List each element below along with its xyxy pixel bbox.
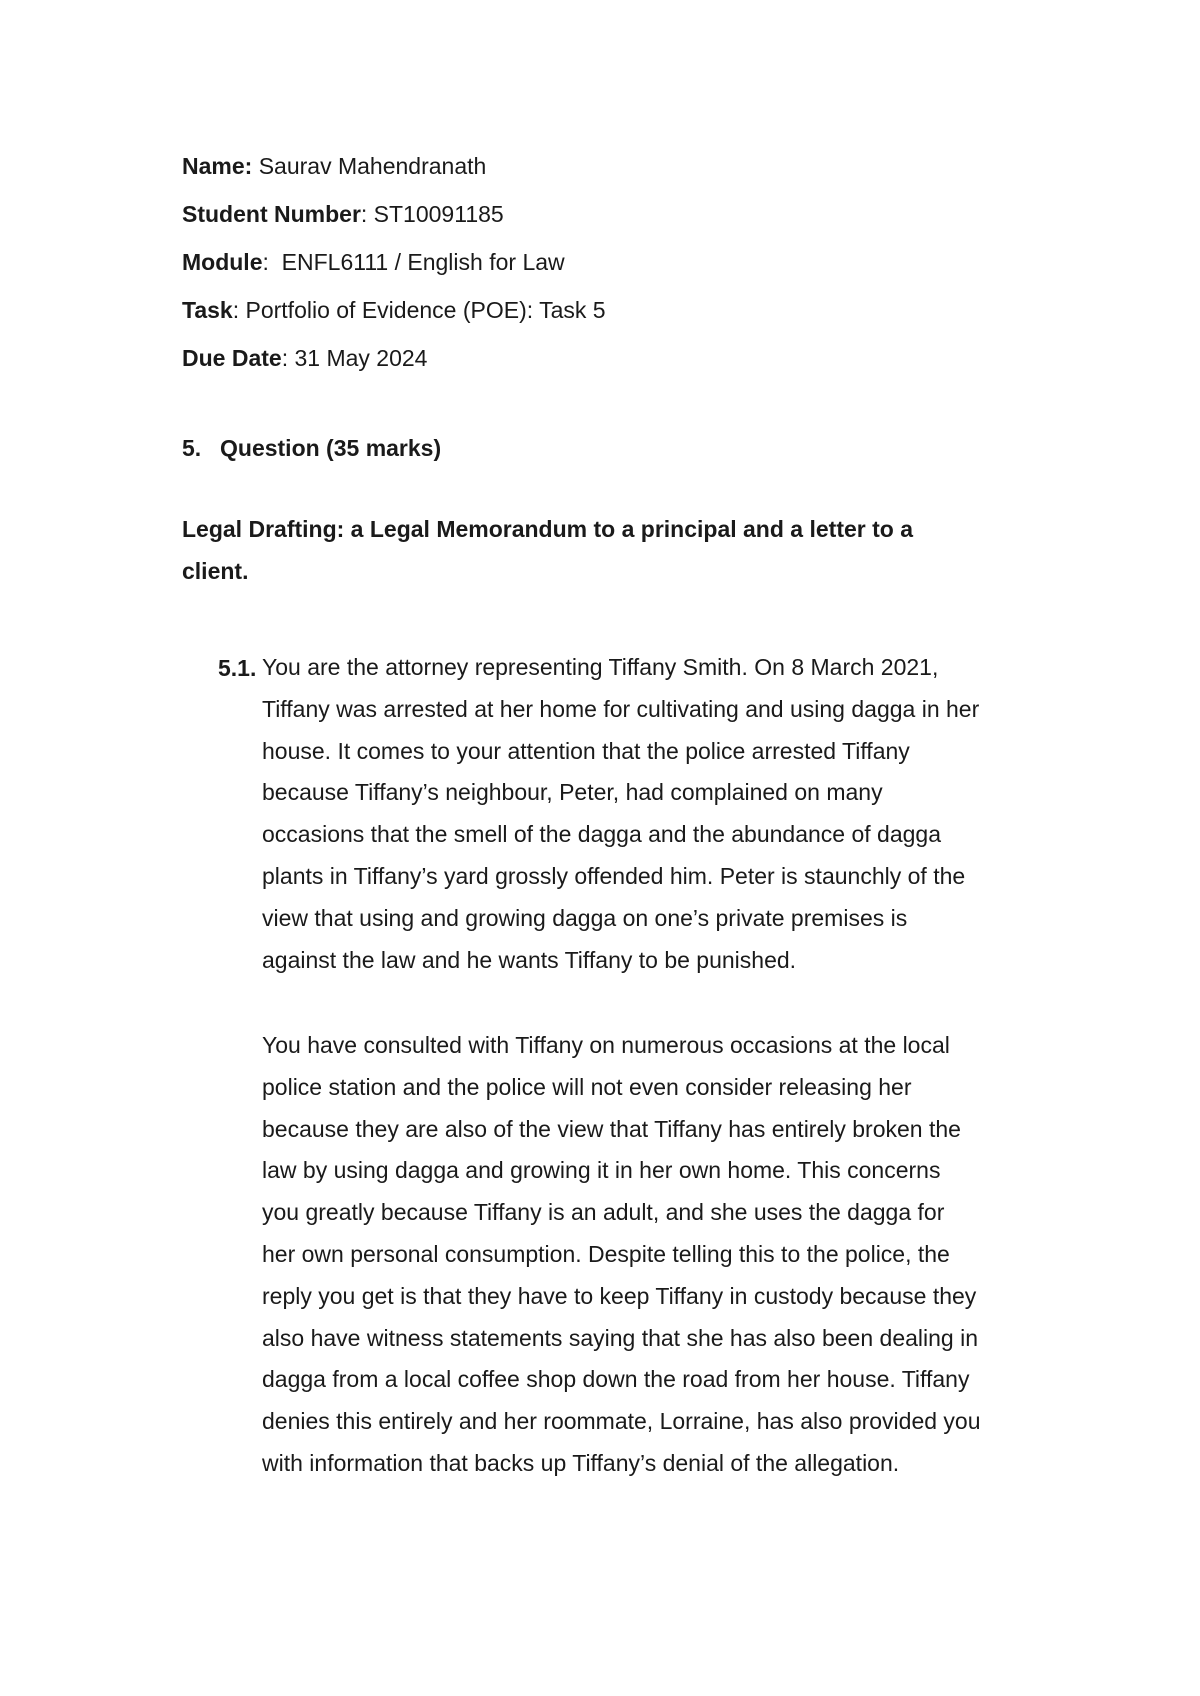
paragraph-line: denies this entirely and her roommate, Lorraine, has also provided you xyxy=(262,1408,981,1435)
student-number-row: Student Number: ST10091185 xyxy=(182,201,504,227)
name-value: Saurav Mahendranath xyxy=(258,153,487,179)
paragraph-line: you greatly because Tiffany is an adult, and she uses the dagga for xyxy=(262,1199,945,1226)
question-title: Question (35 marks) xyxy=(220,435,442,461)
paragraph-line: You have consulted with Tiffany on numerous occasions at the local xyxy=(262,1032,950,1058)
paragraph-line: reply you get is that they have to keep Tiffany in custody because they xyxy=(262,1282,977,1309)
paragraph-line: because they are also of the view that Tiffany has entirely broken the xyxy=(262,1115,961,1142)
question-number: 5. xyxy=(182,435,202,461)
paragraph-line: also have witness statements saying that she has also been dealing in xyxy=(262,1324,978,1351)
paragraph-line: plants in Tiffany’s yard grossly offended him. Peter is staunchly of the xyxy=(262,862,966,889)
question-heading xyxy=(182,432,441,464)
paragraph-line: against the law and he wants Tiffany to be punished. xyxy=(262,946,797,973)
paragraph-1 xyxy=(262,647,1042,981)
task-row: Task: Portfolio of Evidence (POE): Task 5 xyxy=(182,297,606,323)
due-date-value: 31 May 2024 xyxy=(294,345,428,371)
paragraph-2 xyxy=(262,1025,1042,1485)
paragraph-line: Tiffany was arrested at her home for cultivating and using dagga in her xyxy=(262,695,980,722)
task-value: Portfolio of Evidence (POE): Task 5 xyxy=(245,297,606,323)
paragraph-line: her own personal consumption. Despite telling this to the police, the xyxy=(262,1240,950,1267)
name-row: Name: Saurav Mahendranath xyxy=(182,153,487,179)
paragraph-line: police station and the police will not even consider releasing her xyxy=(262,1073,912,1100)
paragraph-line: dagga from a local coffee shop down the road from her house. Tiffany xyxy=(262,1366,970,1393)
paragraph-line: occasions that the smell of the dagga and the abundance of dagga xyxy=(262,821,942,848)
module-label: Module xyxy=(182,249,263,275)
section-title: Legal Drafting: a Legal Memorandum to a principal and a letter to a client. xyxy=(182,516,914,584)
paragraph-line: You are the attorney representing Tiffany Smith. On 8 March 2021, xyxy=(262,654,939,680)
task-label: Task xyxy=(182,297,233,323)
paragraph-line: because Tiffany’s neighbour, Peter, had complained on many xyxy=(262,779,883,806)
paragraph-line: with information that backs up Tiffany’s denial of the allegation. xyxy=(262,1449,900,1476)
student-number-value: ST10091185 xyxy=(373,201,504,227)
module-row: Module: ENFL6111 / English for Law xyxy=(182,249,565,275)
paragraph-line: house. It comes to your attention that the police arrested Tiffany xyxy=(262,737,910,764)
student-details xyxy=(182,142,606,382)
item-number: 5.1. xyxy=(218,655,257,681)
due-date-label: Due Date xyxy=(182,345,282,371)
paragraph-line: view that using and growing dagga on one’s private premises is xyxy=(262,904,908,931)
due-date-row: Due Date: 31 May 2024 xyxy=(182,345,428,371)
name-label: Name xyxy=(182,153,245,179)
paragraph-line: law by using dagga and growing it in her own home. This concerns xyxy=(262,1157,941,1184)
module-value: ENFL6111 / English for Law xyxy=(281,249,565,275)
student-number-label: Student Number xyxy=(182,201,361,227)
